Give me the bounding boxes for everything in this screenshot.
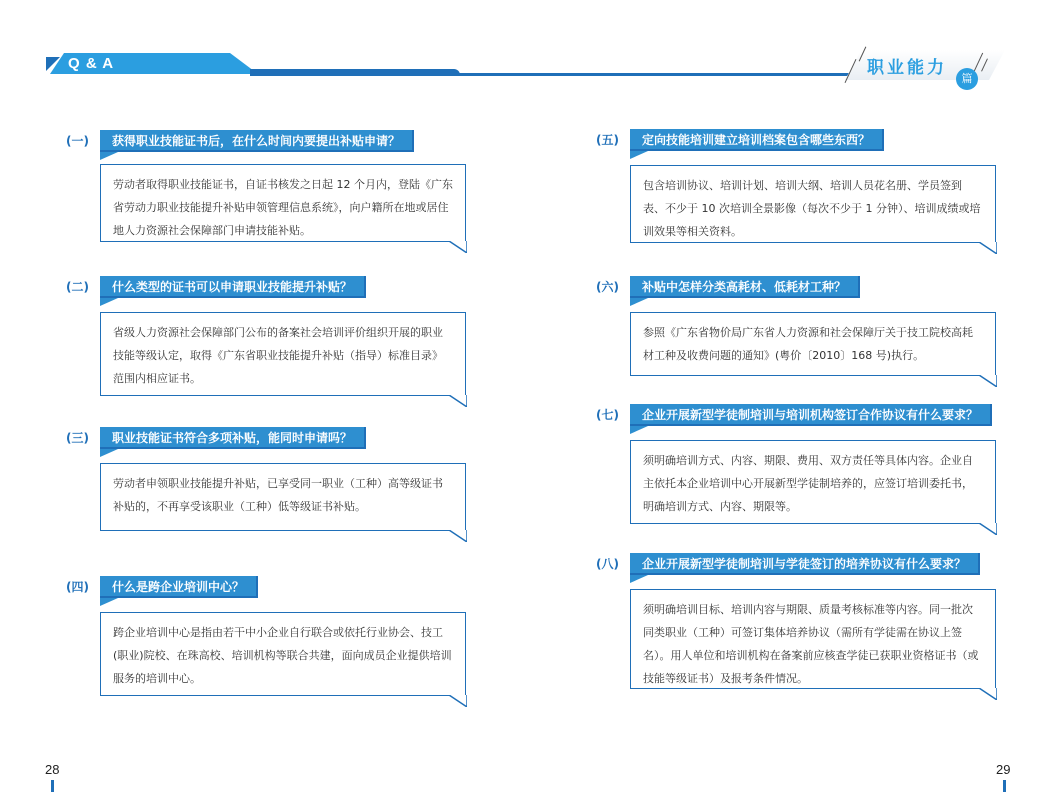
title-notch [630, 426, 648, 434]
answer-box [100, 164, 466, 242]
title-notch [630, 151, 648, 159]
answer-text: 劳动者申领职业技能提升补贴，已享受同一职业（工种）高等级证书补贴的，不再享受该职业（工种）低等级证书补贴。 [113, 477, 443, 513]
speech-tail-icon [979, 688, 997, 700]
speech-tail-icon [449, 695, 467, 707]
answer-text: 须明确培训目标、培训内容与期限、质量考核标准等内容。同一批次同类职业（工种）可签订集体培养协议（需所有学徒需在协议上签名）。用人单位和培训机构在备案前应核查学徒已获职业资格证书（或技能等级证书）及报考条件情况。 [643, 603, 979, 685]
title-notch [100, 598, 118, 606]
answer-box [630, 165, 996, 243]
answer-text: 劳动者取得职业技能证书，自证书核发之日起 12 个月内，登陆《广东省劳动力职业技能提升补贴申领管理信息系统》，向户籍所在地或居住地人力资源社会保障部门申请技能补贴。 [113, 178, 453, 237]
speech-tail-icon [979, 375, 997, 387]
answer-text: 参照《广东省物价局广东省人力资源和社会保障厅关于技工院校高耗材工种及收费问题的通知》(粤价〔2010〕168 号)执行。 [643, 326, 973, 362]
title-notch [100, 298, 118, 306]
speech-tail-icon [449, 395, 467, 407]
speech-tail-icon [449, 530, 467, 542]
page-number-right: 29 [996, 762, 1011, 777]
header-rule [250, 73, 850, 76]
answer-box [100, 312, 466, 396]
speech-tail-icon [979, 242, 997, 254]
answer-text: 跨企业培训中心是指由若干中小企业自行联合或依托行业协会、技工(职业)院校、在珠高校、培训机构等联合共建，面向成员企业提供培训服务的培训中心。 [113, 626, 452, 685]
question-title: 企业开展新型学徒制培训与培训机构签订合作协议有什么要求？ [630, 404, 992, 426]
answer-text: 省级人力资源社会保障部门公布的备案社会培训评价组织开展的职业技能等级认定，取得《广东省职业技能提升补贴（指导）标准目录》范围内相应证书。 [113, 326, 443, 385]
question-title: 定向技能培训建立培训档案包含哪些东西？ [630, 129, 884, 151]
section-label: Q & A [68, 55, 115, 72]
answer-box [630, 440, 996, 524]
answer-box [100, 612, 466, 696]
title-notch [630, 575, 648, 583]
category-title: 职业能力 [867, 58, 947, 78]
question-title: 什么类型的证书可以申请职业技能提升补贴？ [100, 276, 366, 298]
answer-box [100, 463, 466, 531]
question-title: 获得职业技能证书后，在什么时间内要提出补贴申请？ [100, 130, 414, 152]
question-number: (六) [596, 280, 619, 294]
question-number: (三) [66, 431, 89, 445]
question-number: (一) [66, 134, 89, 148]
question-number: (四) [66, 580, 89, 594]
page-tick-left [51, 780, 54, 792]
question-number: (八) [596, 557, 619, 571]
category-badge: 篇 [956, 68, 978, 90]
title-notch [630, 298, 648, 306]
question-title: 企业开展新型学徒制培训与学徒签订的培养协议有什么要求？ [630, 553, 980, 575]
title-notch [100, 449, 118, 457]
question-number: (七) [596, 408, 619, 422]
question-number: (五) [596, 133, 619, 147]
speech-tail-icon [449, 241, 467, 253]
question-title: 什么是跨企业培训中心？ [100, 576, 258, 598]
question-number: (二) [66, 280, 89, 294]
answer-box [630, 312, 996, 376]
page-number-left: 28 [45, 762, 60, 777]
question-title: 补贴中怎样分类高耗材、低耗材工种？ [630, 276, 860, 298]
question-title: 职业技能证书符合多项补贴，能同时申请吗？ [100, 427, 366, 449]
answer-box [630, 589, 996, 689]
answer-text: 包含培训协议、培训计划、培训大纲、培训人员花名册、学员签到表、不少于 10 次培训全景影像（每次不少于 1 分钟）、培训成绩或培训效果等相关资料。 [643, 179, 981, 238]
speech-tail-icon [979, 523, 997, 535]
page-tick-right [1003, 780, 1006, 792]
title-notch [100, 152, 118, 160]
answer-text: 须明确培训方式、内容、期限、费用、双方责任等具体内容。企业自主依托本企业培训中心开展新型学徒制培养的，应签订培训委托书，明确培训方式、内容、期限等。 [643, 454, 973, 513]
